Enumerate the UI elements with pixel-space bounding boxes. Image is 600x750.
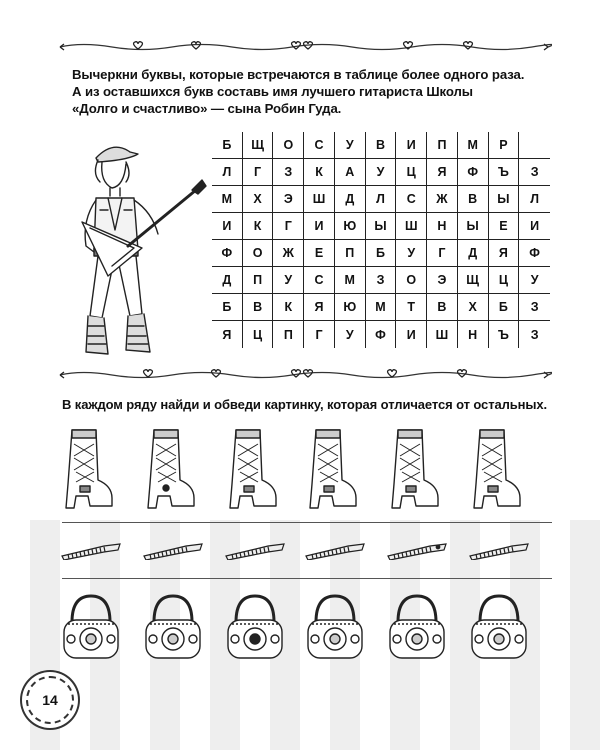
heart-divider-icon [52, 368, 552, 382]
grid-cell[interactable]: Д [458, 240, 489, 267]
grid-cell[interactable]: Х [458, 294, 489, 321]
grid-cell[interactable]: Г [243, 159, 274, 186]
boot-icon[interactable] [142, 426, 198, 517]
grid-cell[interactable] [519, 132, 550, 159]
grid-cell[interactable]: Щ [458, 267, 489, 294]
grid-cell[interactable]: В [427, 294, 458, 321]
grid-cell[interactable]: К [243, 213, 274, 240]
grid-cell[interactable]: Ц [396, 159, 427, 186]
boot-icon[interactable] [468, 426, 524, 517]
grid-cell[interactable]: Ъ [489, 321, 520, 348]
grid-cell[interactable]: С [396, 186, 427, 213]
grid-cell[interactable]: Щ [243, 132, 274, 159]
grid-cell[interactable]: Ф [458, 159, 489, 186]
grid-cell[interactable]: М [212, 186, 243, 213]
boot-icon[interactable] [224, 426, 280, 517]
grid-cell[interactable]: И [304, 213, 335, 240]
middle-divider [52, 368, 552, 382]
grid-cell[interactable]: У [366, 159, 397, 186]
grid-cell[interactable]: З [366, 267, 397, 294]
grid-cell[interactable]: П [335, 240, 366, 267]
purse-icon[interactable] [142, 592, 204, 667]
task1-line3: «Долго и счастливо» — сына Робин Гуда. [72, 101, 342, 116]
page-number: 14 [26, 676, 74, 724]
grid-cell[interactable]: И [396, 321, 427, 348]
grid-cell[interactable]: Э [273, 186, 304, 213]
grid-cell[interactable]: К [304, 159, 335, 186]
grid-cell[interactable]: Э [427, 267, 458, 294]
grid-cell[interactable]: Д [335, 186, 366, 213]
grid-cell[interactable]: М [366, 294, 397, 321]
grid-cell[interactable]: Ю [335, 294, 366, 321]
grid-cell[interactable]: В [458, 186, 489, 213]
comb-icon[interactable] [224, 540, 286, 565]
grid-cell[interactable]: М [458, 132, 489, 159]
grid-cell[interactable]: Е [489, 213, 520, 240]
grid-cell[interactable]: Г [273, 213, 304, 240]
grid-cell[interactable]: А [335, 159, 366, 186]
grid-cell[interactable]: Л [212, 159, 243, 186]
grid-cell[interactable]: Ъ [489, 159, 520, 186]
grid-cell[interactable]: Ш [396, 213, 427, 240]
grid-cell[interactable]: Ц [243, 321, 274, 348]
grid-cell[interactable]: Е [304, 240, 335, 267]
purse-icon[interactable] [468, 592, 530, 667]
row-separator [62, 522, 552, 523]
heart-divider-icon [52, 40, 552, 54]
grid-cell[interactable]: Н [458, 321, 489, 348]
boot-icon[interactable] [60, 426, 116, 517]
purse-icon[interactable] [60, 592, 122, 667]
grid-cell[interactable]: О [243, 240, 274, 267]
grid-cell[interactable]: З [519, 159, 550, 186]
grid-cell[interactable]: У [273, 267, 304, 294]
grid-cell[interactable]: Г [427, 240, 458, 267]
grid-cell[interactable]: З [530, 327, 539, 342]
comb-icon[interactable] [142, 540, 204, 565]
grid-cell[interactable]: Ж [427, 186, 458, 213]
row-separator [62, 578, 552, 579]
grid-cell[interactable]: О [273, 132, 304, 159]
grid-cell[interactable]: Ф [519, 240, 550, 267]
grid-cell[interactable]: Ф [366, 321, 397, 348]
grid-cell[interactable]: В [366, 132, 397, 159]
grid-cell[interactable]: Я [212, 321, 243, 348]
grid-cell[interactable]: Ф [212, 240, 243, 267]
grid-cell[interactable]: Ш [427, 321, 458, 348]
grid-cell[interactable]: Х [243, 186, 274, 213]
grid-cell[interactable]: О [396, 267, 427, 294]
grid-cell[interactable]: Ш [304, 186, 335, 213]
grid-cell[interactable]: Б [366, 240, 397, 267]
grid-cell[interactable]: С [304, 267, 335, 294]
grid-cell[interactable]: Б [489, 294, 520, 321]
grid-cell[interactable]: У [335, 132, 366, 159]
grid-cell[interactable]: У [519, 267, 550, 294]
boot-icon[interactable] [386, 426, 442, 517]
grid-cell[interactable]: В [243, 294, 274, 321]
grid-cell[interactable]: У [335, 321, 366, 348]
grid-cell[interactable]: К [273, 294, 304, 321]
comb-icon[interactable] [468, 540, 530, 565]
comb-icon[interactable] [60, 540, 122, 565]
grid-cell[interactable]: У [396, 240, 427, 267]
grid-cell[interactable]: И [212, 213, 243, 240]
purse-icon[interactable] [224, 592, 286, 667]
comb-icon[interactable] [304, 540, 366, 565]
task1-line1: Вычеркни буквы, которые встречаются в таблице более одного раза. [72, 67, 525, 82]
comb-icon[interactable] [386, 540, 448, 565]
purse-icon[interactable] [386, 592, 448, 667]
grid-cell[interactable]: Ц [489, 267, 520, 294]
task1-instruction [72, 66, 552, 117]
grid-cell[interactable]: И [519, 213, 550, 240]
grid-cell[interactable]: Б [212, 294, 243, 321]
grid-cell[interactable]: Ы [458, 213, 489, 240]
grid-cell[interactable]: З [519, 294, 550, 321]
task2-instruction: В каждом ряду найди и обведи картинку, которая отличается от остальных. [62, 397, 548, 412]
boot-icon[interactable] [304, 426, 360, 517]
task1-line2: А из оставшихся букв составь имя лучшего гитариста Школы [72, 84, 473, 99]
grid-cell[interactable]: Л [519, 186, 550, 213]
grid-cell[interactable]: Ж [273, 240, 304, 267]
grid-cell[interactable]: Б [212, 132, 243, 159]
grid-cell[interactable]: Л [366, 186, 397, 213]
grid-cell[interactable]: Д [212, 267, 243, 294]
grid-cell[interactable]: С [304, 132, 335, 159]
guitarist-illustration [68, 130, 208, 370]
grid-cell[interactable]: Ы [489, 186, 520, 213]
purse-icon[interactable] [304, 592, 366, 667]
top-divider [52, 40, 552, 54]
grid-cell[interactable]: И [396, 132, 427, 159]
grid-cell[interactable]: Ы [366, 213, 397, 240]
grid-cell[interactable]: Ю [335, 213, 366, 240]
grid-cell[interactable]: Я [427, 159, 458, 186]
grid-cell[interactable]: Н [427, 213, 458, 240]
grid-cell[interactable]: Я [489, 240, 520, 267]
grid-cell[interactable]: П [427, 132, 458, 159]
grid-cell[interactable]: П [273, 321, 304, 348]
grid-cell[interactable]: Г [304, 321, 335, 348]
grid-cell[interactable]: Р [489, 132, 520, 159]
grid-cell[interactable]: З [273, 159, 304, 186]
grid-cell[interactable]: П [243, 267, 274, 294]
grid-cell[interactable]: Т [396, 294, 427, 321]
grid-cell[interactable]: Я [304, 294, 335, 321]
letter-grid [212, 132, 550, 348]
grid-cell[interactable]: М [335, 267, 366, 294]
